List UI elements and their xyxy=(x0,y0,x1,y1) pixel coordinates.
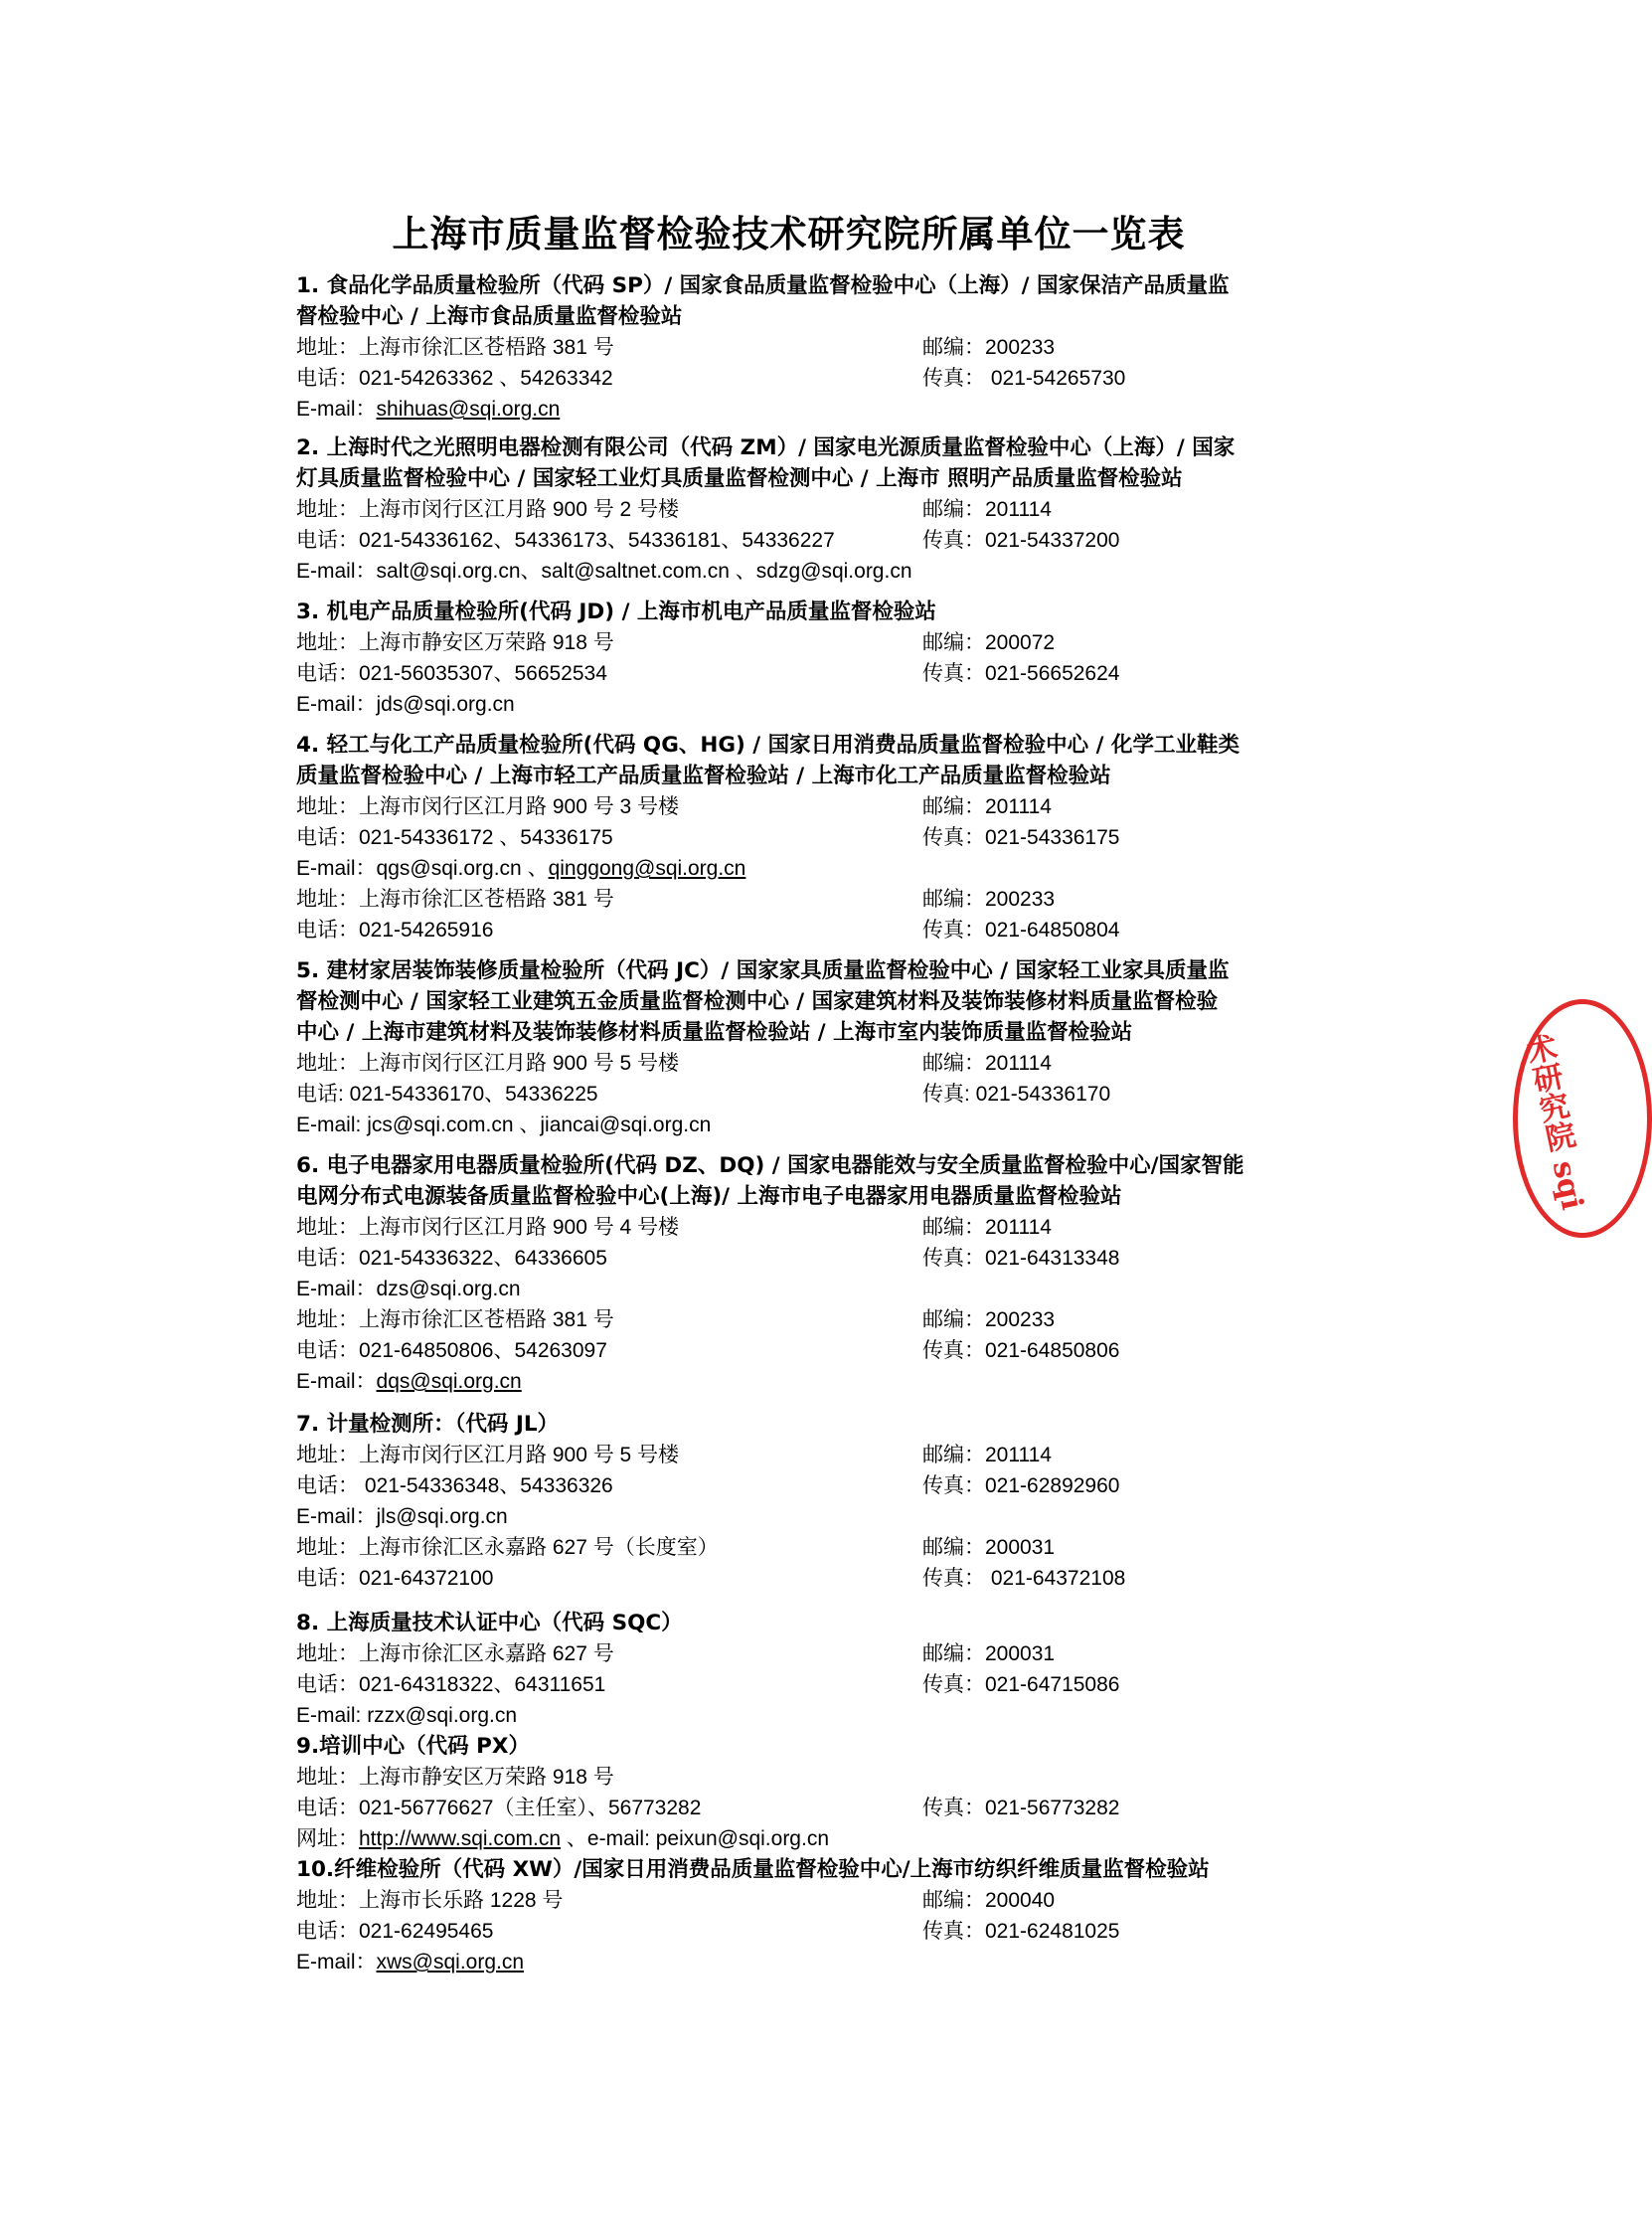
contact-right: 邮编：200040 xyxy=(922,1889,1056,1912)
email-link[interactable]: http://www.sqi.com.cn xyxy=(359,1827,562,1850)
email-label: E-mail： xyxy=(296,693,377,716)
email-label: E-mail： xyxy=(296,857,377,880)
unit-section xyxy=(296,1409,1350,1594)
contact-left: 地址：上海市闵行区江月路 900 号 5 号楼 xyxy=(296,1052,680,1075)
contact-row xyxy=(296,1079,1350,1110)
contact-right: 传真：021-54336175 xyxy=(922,826,1120,849)
email-label: E-mail： xyxy=(296,1951,377,1974)
unit-title: 电网分布式电源装备质量监督检验中心(上海)/ 上海市电子电器家用电器质量监督检验站 xyxy=(296,1184,1122,1209)
email-line xyxy=(296,394,1350,425)
contact-row xyxy=(296,1885,1350,1916)
contact-right: 传真：021-54337200 xyxy=(922,529,1120,552)
contact-right: 邮编：201114 xyxy=(922,498,1052,521)
contact-row xyxy=(296,915,1350,945)
contact-left: 电话：021-56035307、56652534 xyxy=(296,662,607,685)
email-text: jcs@sqi.com.cn 、jiancai@sqi.org.cn xyxy=(367,1114,712,1136)
email-label: E-mail： xyxy=(296,560,377,583)
contact-right: 传真：021-64313348 xyxy=(922,1247,1120,1270)
email-line xyxy=(296,1823,1350,1854)
unit-title: 中心 / 上海市建筑材料及装饰装修材料质量监督检验站 / 上海市室内装饰质量监督检验站 xyxy=(296,1020,1133,1045)
contact-right: 邮编：200233 xyxy=(922,888,1056,911)
contact-left: 电话：021-56776627（主任室）、56773282 xyxy=(296,1797,702,1819)
contact-right: 传真：021-56773282 xyxy=(922,1797,1120,1819)
contact-right: 传真：021-64850804 xyxy=(922,919,1120,942)
email-line xyxy=(296,1110,1350,1140)
official-seal-text: 术研究院 sqi xyxy=(1518,1030,1590,1214)
unit-title: 灯具质量监督检验中心 / 国家轻工业灯具质量监督检测中心 / 上海市 照明产品质量监督检验站 xyxy=(296,466,1183,491)
unit-title: 2. 上海时代之光照明电器检测有限公司（代码 ZM）/ 国家电光源质量监督检验中心（上海）/ 国家 xyxy=(296,435,1236,460)
unit-title: 10.纤维检验所（代码 XW）/国家日用消费品质量监督检验中心/上海市纺织纤维质量监督检验站 xyxy=(296,1857,1210,1882)
email-label: 网址： xyxy=(296,1827,359,1850)
contact-left: 地址：上海市闵行区江月路 900 号 2 号楼 xyxy=(296,498,680,521)
email-line xyxy=(296,556,1350,587)
contact-right: 邮编：200233 xyxy=(922,336,1056,359)
contact-row xyxy=(296,363,1350,394)
contact-row xyxy=(296,822,1350,853)
contact-left: 地址：上海市徐汇区苍梧路 381 号 xyxy=(296,1308,614,1331)
email-text: jls@sqi.org.cn xyxy=(376,1505,508,1528)
contact-left: 电话：021-54336162、54336173、54336181、54336227 xyxy=(296,529,835,552)
unit-title: 质量监督检验中心 / 上海市轻工产品质量监督检验站 / 上海市化工产品质量监督检验站 xyxy=(296,764,1111,788)
contact-left: 电话: 021-54336170、54336225 xyxy=(296,1083,598,1106)
unit-title: 3. 机电产品质量检验所(代码 JD) / 上海市机电产品质量监督检验站 xyxy=(296,600,936,624)
contact-right: 传真：021-64715086 xyxy=(922,1673,1120,1696)
contact-right: 传真：021-64850806 xyxy=(922,1339,1120,1362)
unit-section xyxy=(296,955,1350,1140)
contact-right: 邮编：201114 xyxy=(922,795,1052,818)
unit-section xyxy=(296,730,1350,945)
email-text: 、e-mail: peixun@sqi.org.cn xyxy=(561,1827,830,1850)
contact-row xyxy=(296,1304,1350,1335)
contact-row xyxy=(296,884,1350,915)
contact-right xyxy=(922,1762,1350,1793)
email-text: rzzx@sqi.org.cn xyxy=(367,1704,518,1727)
contact-left: 地址：上海市静安区万荣路 918 号 xyxy=(296,631,614,654)
contact-right: 传真： 021-54265730 xyxy=(922,367,1126,390)
contact-row xyxy=(296,658,1350,689)
email-line xyxy=(296,1947,1350,1977)
contact-row xyxy=(296,1916,1350,1947)
unit-section xyxy=(296,1731,1350,1854)
contact-right: 邮编：200233 xyxy=(922,1308,1056,1331)
unit-title: 督检验中心 / 上海市食品质量监督检验站 xyxy=(296,304,683,329)
email-line xyxy=(296,1366,1350,1397)
email-label: E-mail： xyxy=(296,1370,377,1393)
contact-row xyxy=(296,1212,1350,1243)
email-line xyxy=(296,853,1350,884)
email-line xyxy=(296,1274,1350,1304)
contact-left: 地址：上海市静安区万荣路 918 号 xyxy=(296,1766,614,1789)
email-text: qgs@sqi.org.cn 、 xyxy=(376,857,549,880)
unit-section xyxy=(296,1150,1350,1397)
email-link[interactable]: shihuas@sqi.org.cn xyxy=(376,398,561,421)
contact-right: 邮编：201114 xyxy=(922,1444,1052,1466)
contact-left: 电话：021-64372100 xyxy=(296,1567,494,1590)
contact-right: 传真： 021-64372108 xyxy=(922,1567,1126,1590)
contact-left: 电话：021-54336322、64336605 xyxy=(296,1247,607,1270)
unit-section xyxy=(296,1608,1350,1731)
contact-row xyxy=(296,1762,1350,1793)
contact-row xyxy=(296,1532,1350,1563)
unit-title: 7. 计量检测所：（代码 JL） xyxy=(296,1412,560,1437)
unit-section xyxy=(296,597,1350,720)
contact-left: 电话：021-64850806、54263097 xyxy=(296,1339,607,1362)
email-label: E-mail： xyxy=(296,398,377,421)
email-label: E-mail： xyxy=(296,1278,377,1300)
contact-right: 邮编：200031 xyxy=(922,1536,1056,1559)
contact-row xyxy=(296,525,1350,556)
unit-section xyxy=(296,1854,1350,1977)
contact-row xyxy=(296,1669,1350,1700)
contact-left: 电话：021-54265916 xyxy=(296,919,494,942)
unit-title: 9.培训中心（代码 PX） xyxy=(296,1734,530,1759)
contact-row xyxy=(296,1470,1350,1501)
contact-right: 传真：021-62892960 xyxy=(922,1474,1120,1497)
unit-title: 4. 轻工与化工产品质量检验所(代码 QG、HG) / 国家日用消费品质量监督检验中心 / 化学工业鞋类 xyxy=(296,733,1239,758)
email-label: E-mail: xyxy=(296,1114,368,1136)
email-line xyxy=(296,1700,1350,1731)
contact-right: 传真：021-62481025 xyxy=(922,1920,1120,1943)
contact-right: 传真：021-56652624 xyxy=(922,662,1120,685)
email-line xyxy=(296,1501,1350,1532)
contact-row xyxy=(296,791,1350,822)
contact-row xyxy=(296,1048,1350,1079)
unit-title: 6. 电子电器家用电器质量检验所(代码 DZ、DQ) / 国家电器能效与安全质量监督检验中心/国家智能 xyxy=(296,1153,1244,1178)
email-link[interactable]: xws@sqi.org.cn xyxy=(376,1951,525,1974)
unit-title: 5. 建材家居装饰装修质量检验所（代码 JC）/ 国家家具质量监督检验中心 / 国家轻工业家具质量监 xyxy=(296,958,1230,983)
contact-left: 地址：上海市徐汇区永嘉路 627 号（长度室） xyxy=(296,1536,719,1559)
contact-row xyxy=(296,332,1350,363)
email-text: salt@sqi.org.cn、salt@saltnet.com.cn 、sdzg@sqi.org.cn xyxy=(376,560,912,583)
contact-row xyxy=(296,1440,1350,1470)
email-line xyxy=(296,689,1350,720)
contact-row xyxy=(296,494,1350,525)
contact-row xyxy=(296,1243,1350,1274)
contact-row xyxy=(296,1335,1350,1366)
contact-left: 地址：上海市闵行区江月路 900 号 5 号楼 xyxy=(296,1444,680,1466)
contact-row xyxy=(296,1793,1350,1823)
unit-title: 8. 上海质量技术认证中心（代码 SQC） xyxy=(296,1611,683,1635)
unit-section xyxy=(296,432,1350,587)
contact-row xyxy=(296,1638,1350,1669)
email-label: E-mail: xyxy=(296,1704,368,1727)
contact-row xyxy=(296,627,1350,658)
contact-left: 电话：021-54263362 、54263342 xyxy=(296,367,613,390)
unit-list xyxy=(296,270,1350,1977)
unit-title: 督检测中心 / 国家轻工业建筑五金质量监督检测中心 / 国家建筑材料及装饰装修材料质量监督检验 xyxy=(296,989,1219,1014)
unit-title: 1. 食品化学品质量检验所（代码 SP）/ 国家食品质量监督检验中心（上海）/ 国家保洁产品质量监 xyxy=(296,273,1230,298)
contact-left: 电话： 021-54336348、54336326 xyxy=(296,1474,613,1497)
contact-row xyxy=(296,1563,1350,1594)
contact-left: 地址：上海市徐汇区永嘉路 627 号 xyxy=(296,1642,614,1665)
contact-left: 地址：上海市徐汇区苍梧路 381 号 xyxy=(296,336,614,359)
contact-left: 地址：上海市长乐路 1228 号 xyxy=(296,1889,564,1912)
email-link[interactable]: qinggong@sqi.org.cn xyxy=(548,857,746,880)
contact-left: 电话：021-54336172 、54336175 xyxy=(296,826,613,849)
email-link[interactable]: dqs@sqi.org.cn xyxy=(376,1370,522,1393)
contact-left: 地址：上海市闵行区江月路 900 号 4 号楼 xyxy=(296,1216,680,1239)
email-text: jds@sqi.org.cn xyxy=(376,693,515,716)
contact-left: 电话：021-62495465 xyxy=(296,1920,494,1943)
contact-right: 邮编：200072 xyxy=(922,631,1056,654)
email-label: E-mail： xyxy=(296,1505,377,1528)
contact-left: 地址：上海市徐汇区苍梧路 381 号 xyxy=(296,888,614,911)
email-text: dzs@sqi.org.cn xyxy=(376,1278,521,1300)
contact-left: 地址：上海市闵行区江月路 900 号 3 号楼 xyxy=(296,795,680,818)
contact-right: 邮编：201114 xyxy=(922,1216,1052,1239)
document-title: 上海市质量监督检验技术研究院所属单位一览表 xyxy=(392,212,1186,256)
contact-right: 传真: 021-54336170 xyxy=(922,1083,1111,1106)
unit-section xyxy=(296,270,1350,425)
contact-right: 邮编：201114 xyxy=(922,1052,1052,1075)
contact-right: 邮编：200031 xyxy=(922,1642,1056,1665)
contact-left: 电话：021-64318322、64311651 xyxy=(296,1673,606,1696)
